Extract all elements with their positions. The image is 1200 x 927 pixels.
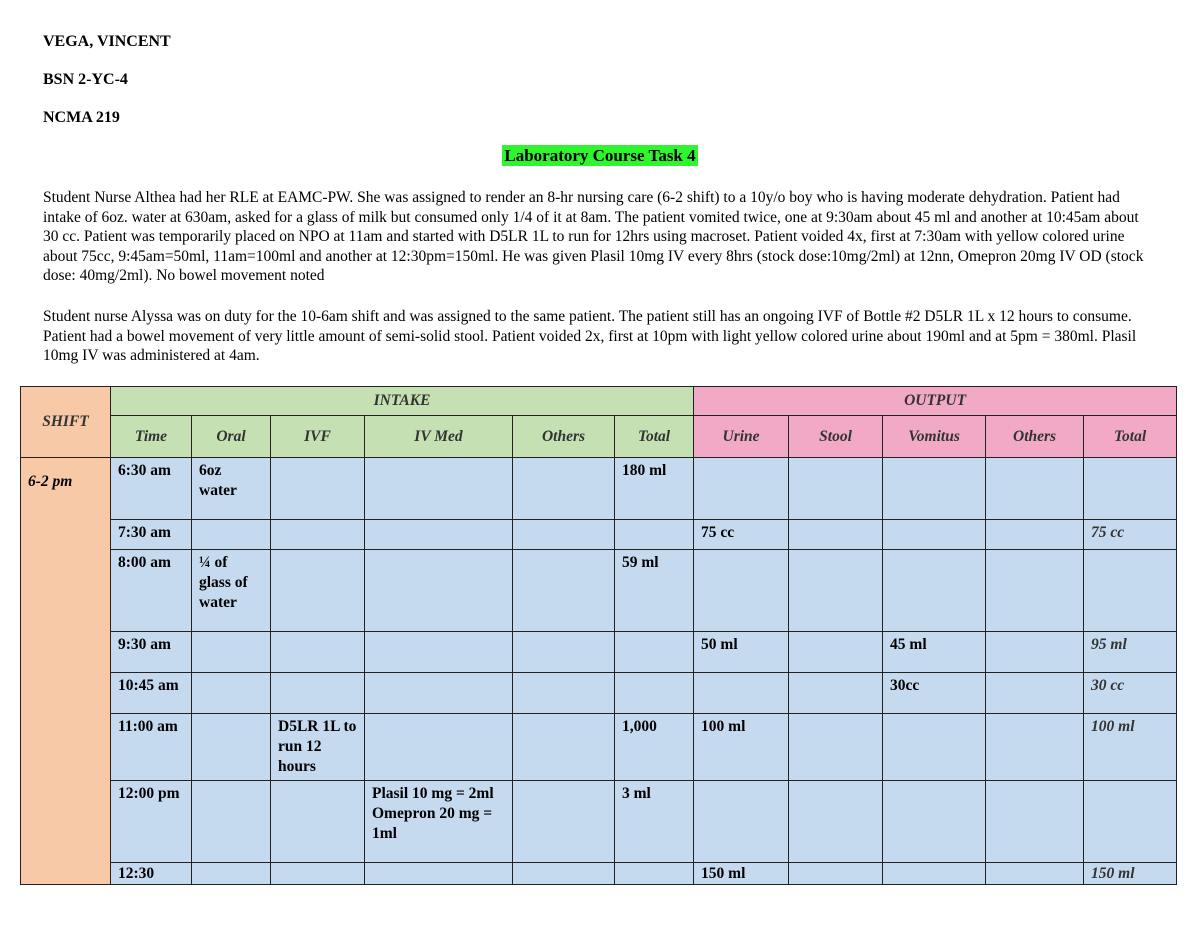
stool-cell	[789, 781, 883, 863]
col-urine: Urine	[694, 416, 789, 458]
oral-cell: 6oz water	[192, 458, 271, 520]
time-cell: 12:30	[111, 863, 192, 885]
others-in-cell	[513, 458, 615, 520]
oral-cell	[192, 673, 271, 714]
urine-cell	[694, 673, 789, 714]
others-in-cell	[513, 714, 615, 781]
ivf-cell	[271, 632, 365, 673]
oral-cell	[192, 632, 271, 673]
stool-cell	[789, 550, 883, 632]
vomitus-cell	[883, 520, 986, 550]
oral-cell	[192, 781, 271, 863]
total-in-cell	[615, 632, 694, 673]
ivmed-cell	[365, 673, 513, 714]
total-in-cell	[615, 673, 694, 714]
vomitus-cell: 30cc	[883, 673, 986, 714]
stool-cell	[789, 458, 883, 520]
ivf-cell	[271, 520, 365, 550]
oral-cell	[192, 863, 271, 885]
total-out-cell	[1084, 458, 1177, 520]
others-out-cell	[986, 458, 1084, 520]
ivmed-cell	[365, 714, 513, 781]
stool-cell	[789, 673, 883, 714]
ivf-cell	[271, 458, 365, 520]
others-out-cell	[986, 520, 1084, 550]
total-in-cell: 180 ml	[615, 458, 694, 520]
others-out-cell	[986, 673, 1084, 714]
case-paragraph-2: Student nurse Alyssa was on duty for the 10-6am shift and was assigned to the same patient. The patient still has an ongoing IVF of Bottle #2 D5LR 1L x 12 hours to consume. Patient had a bowel movement of very little amount of semi-solid stool. Patient voided 2x, first at 10pm with light yellow colored urine about 190ml and at 5pm = 380ml. Plasil 10mg IV was administered at 4am.	[43, 308, 1137, 364]
title-container	[0, 146, 1200, 166]
urine-cell: 150 ml	[694, 863, 789, 885]
vomitus-cell	[883, 458, 986, 520]
table-row	[21, 781, 1177, 863]
others-out-cell	[986, 781, 1084, 863]
total-in-cell: 59 ml	[615, 550, 694, 632]
col-others-intake: Others	[513, 416, 615, 458]
others-out-cell	[986, 863, 1084, 885]
others-out-cell	[986, 714, 1084, 781]
col-total-output: Total	[1084, 416, 1177, 458]
total-out-cell: 100 ml	[1084, 714, 1177, 781]
others-in-cell	[513, 632, 615, 673]
ivmed-cell	[365, 863, 513, 885]
vomitus-cell: 45 ml	[883, 632, 986, 673]
urine-cell: 50 ml	[694, 632, 789, 673]
ivf-cell	[271, 863, 365, 885]
time-cell: 10:45 am	[111, 673, 192, 714]
student-section: BSN 2-YC-4	[43, 71, 128, 88]
total-in-cell: 3 ml	[615, 781, 694, 863]
ivmed-plasil: Plasil 10 mg = 2ml	[372, 785, 494, 802]
intake-header: INTAKE	[111, 387, 694, 416]
intake-output-table	[20, 386, 1177, 885]
shift-header: SHIFT	[21, 387, 111, 458]
others-out-cell	[986, 550, 1084, 632]
others-in-cell	[513, 781, 615, 863]
stool-cell	[789, 714, 883, 781]
urine-cell	[694, 781, 789, 863]
table-row	[21, 520, 1177, 550]
student-name: VEGA, VINCENT	[43, 33, 171, 50]
total-out-cell: 95 ml	[1084, 632, 1177, 673]
output-header: OUTPUT	[694, 387, 1177, 416]
document-title: Laboratory Course Task 4	[504, 146, 696, 165]
table-row	[21, 632, 1177, 673]
total-out-cell: 75 cc	[1084, 520, 1177, 550]
others-in-cell	[513, 520, 615, 550]
urine-cell	[694, 458, 789, 520]
table-header-row-2	[21, 416, 1177, 458]
ivf-cell	[271, 781, 365, 863]
ivmed-cell	[365, 520, 513, 550]
col-total-intake: Total	[615, 416, 694, 458]
oral-cell	[192, 714, 271, 781]
total-in-cell: 1,000	[615, 714, 694, 781]
oral-cell	[192, 520, 271, 550]
time-cell: 6:30 am	[111, 458, 192, 520]
vomitus-cell	[883, 550, 986, 632]
ivf-cell	[271, 673, 365, 714]
total-in-cell	[615, 520, 694, 550]
total-out-cell	[1084, 781, 1177, 863]
ivmed-omepron: Omepron 20 mg = 1ml	[372, 805, 493, 842]
time-cell: 11:00 am	[111, 714, 192, 781]
table-row	[21, 673, 1177, 714]
total-out-cell: 30 cc	[1084, 673, 1177, 714]
case-paragraph-1: Student Nurse Althea had her RLE at EAMC-PW. She was assigned to render an 8-hr nursing care (6-2 shift) to a 10y/o boy who is having moderate dehydration. Patient had intake of 6oz. water at 630am, asked for a glass of milk but consumed only 1/4 of it at 8am. The patient vomited twice, one at 9:30am about 45 ml and another at 10:45am about 30 cc. Patient was temporarily placed on NPO at 11am and started with D5LR 1L to run for 12hrs using macroset. Patient voided 4x, first at 7:30am with yellow colored urine about 75cc, 9:45am=50ml, 11am=100ml and another at 12:30pm=150ml. He was given Plasil 10mg IV every 8hrs (stock dose:10mg/2ml) at 12nn, Omepron 20mg IV OD (stock dose: 40mg/2ml). No bowel movement noted	[43, 189, 1144, 284]
col-stool: Stool	[789, 416, 883, 458]
ivmed-cell	[365, 781, 513, 863]
urine-cell	[694, 550, 789, 632]
col-time: Time	[111, 416, 192, 458]
col-oral: Oral	[192, 416, 271, 458]
ivf-cell: D5LR 1L to run 12 hours	[271, 714, 365, 781]
others-in-cell	[513, 550, 615, 632]
time-cell: 9:30 am	[111, 632, 192, 673]
oral-cell: ¼ of glass of water	[192, 550, 271, 632]
col-ivf: IVF	[271, 416, 365, 458]
stool-cell	[789, 520, 883, 550]
urine-cell: 75 cc	[694, 520, 789, 550]
vomitus-cell	[883, 781, 986, 863]
ivmed-cell	[365, 550, 513, 632]
shift-label: 6-2 pm	[21, 458, 111, 885]
ivf-cell	[271, 550, 365, 632]
time-cell: 12:00 pm	[111, 781, 192, 863]
table-row	[21, 863, 1177, 885]
vomitus-cell	[883, 863, 986, 885]
table-row	[21, 714, 1177, 781]
stool-cell	[789, 632, 883, 673]
total-out-cell: 150 ml	[1084, 863, 1177, 885]
others-in-cell	[513, 673, 615, 714]
others-out-cell	[986, 632, 1084, 673]
ivmed-cell	[365, 458, 513, 520]
total-out-cell	[1084, 550, 1177, 632]
time-cell: 8:00 am	[111, 550, 192, 632]
ivmed-cell	[365, 632, 513, 673]
others-in-cell	[513, 863, 615, 885]
col-vomitus: Vomitus	[883, 416, 986, 458]
table-row	[21, 458, 1177, 520]
col-iv-med: IV Med	[365, 416, 513, 458]
course-code: NCMA 219	[43, 109, 120, 126]
table-header-row-1	[21, 387, 1177, 416]
urine-cell: 100 ml	[694, 714, 789, 781]
col-others-output: Others	[986, 416, 1084, 458]
stool-cell	[789, 863, 883, 885]
time-cell: 7:30 am	[111, 520, 192, 550]
vomitus-cell	[883, 714, 986, 781]
table-row	[21, 550, 1177, 632]
total-in-cell	[615, 863, 694, 885]
